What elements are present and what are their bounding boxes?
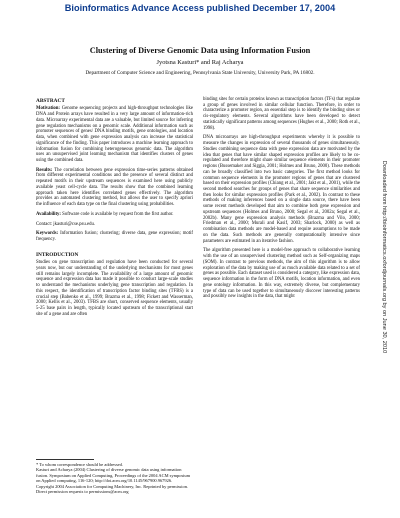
left-column — [36, 98, 193, 322]
corresponding-author-note: * To whom correspondence should be addressed. — [36, 462, 123, 467]
contact-email[interactable]: jkasturi@cse.psu.edu. — [53, 221, 96, 227]
abstract-results — [36, 168, 193, 208]
author-list: Jyotsna Kasturi* and Raj Acharya — [156, 59, 244, 66]
citation-note: Kasturi and Acharya (2004) Clustering of diverse genomic data using information fusion. Symposium on Applied Computing, Proceedings of the 2004 ACM symposium on Applied computing, 116-120; http://doi.acm.org/10.1145/967900.967926. — [36, 467, 191, 484]
right-paragraph-3: The algorithm presented here is a model-free approach to collaborative learning with the use of an unsupervised clustering method such as Self-organizing maps (SOM). In contrast to previous methods, the aim of this algorithm is to allow exploration of the data by making use of as much available data related to a set of genes as possible. Each dataset used is considered a category, like expression data, sequence information in the form of DNA motifs, location information, and even gene ontology information. In this way, extremely diverse, but complementary type of data can be used together to simultaneously discover interesting patterns and possibly new insights in the data, that might — [203, 248, 360, 300]
keywords-text: Information fusion; clustering; diverse data, gene expression; motif frequency. — [36, 231, 194, 243]
abstract-availability — [36, 212, 193, 218]
keywords-label: Keywords: — [36, 231, 59, 237]
abstract-contact — [36, 222, 193, 228]
journal-banner: Bioinformatics Advance Access published December 17, 2004 — [64, 3, 336, 13]
download-side-note: Downloaded from http://bioinformatics.oxfordjournals.org by on June 30, 2010 — [381, 160, 387, 354]
copyright-note: Copyright 2004 Association for Computing Machinery, Inc. Reprinted by permission. Direct permission requests to permissions@acm.org — [36, 483, 189, 495]
right-column — [203, 97, 360, 304]
introduction-text: Studies on gene transcription and regulation have been conducted for several years now, but our understanding of the underlying mechanisms for most genes still remains largely incomplete. The availability of a large amount of genomic sequence and expression data has made it possible to conduct large-scale studies to understand the mechanisms underlying gene transcription and regulation. In this respect, the identification of transcription factor binding sites (TFBS) is a crucial step (Babenko et al., 1999; Brazma et al., 1998; Fickett and Wasserman, 2000; Kellis et al., 2003). TFBS are short, conserved sequence elements, usually 5-25 base pairs in length, typically located upstream of the transcriptional start site of a gene and are often — [36, 260, 193, 317]
availability-label: Availability: — [36, 211, 61, 217]
contact-label: Contact: — [36, 221, 53, 227]
right-paragraph-2: DNA microarrays are high-throughput experiments whereby it is possible to measure the changes in expression of several thousands of genes simultaneously. Studies combining sequence data with gene expression data are motivated by the idea that genes that have similar shaped expression profiles are likely to be co-regulated and therefore might share similar sequence elements in their promoter regions (Bussemaker and Siggia, 2001; Holmes and Bruno, 2000). These methods can be broadly classified into two basic categories. The first method looks for common sequence elements in the promoter regions of genes that are clustered based on their expression profiles (Chiang et al., 2001; Jakt et al., 2001), while the second method searches for groups of genes that share sequence similarities and then looks for similar expression profiles (Park et al., 2002). In contrast to these methods of making inferences based on a single data source, there have been some recent methods developed that aim to combine both gene expression and upstream sequences (Holmes and Bruno, 2000; Segal et al., 2002a; Segal et al., 2002b). Many gene expression analysis methods (Brazma and Vilo, 2000; Friedman et al., 2000; Murali and Kasif, 2003; Sharlock, 2000) as well as combination data methods are model-based and require assumptions to be made on the data. Such methods are generally computationally intensive since parameters are estimated in an iterative fashion. — [203, 135, 360, 244]
affiliation: Department of Computer Science and Engineering, Pennsylvania State University, University Park, PA 16802. — [85, 70, 315, 76]
motivation-label: Motivation: — [36, 106, 61, 112]
availability-text: Software code is available by request from the first author. — [62, 211, 174, 217]
abstract-heading: ABSTRACT — [36, 98, 65, 104]
right-paragraph-1: binding sites for certain proteins known as transcription factors (TFs) that regulate a group of genes involved in similar cellular function. Therefore, in order to characterize a promoter region, an essential step is to identify the binding sites or cis-regulatory elements. Several algorithms have been developed to detect statistically significant patterns among sequences (Hughes et al., 2000; Roth et al., 1998). — [203, 97, 360, 131]
results-label: Results: — [36, 167, 53, 173]
footnote-rule — [36, 459, 94, 460]
footnotes — [36, 459, 193, 495]
abstract-keywords — [36, 231, 193, 242]
abstract-motivation — [36, 106, 193, 163]
motivation-text: Genome sequencing projects and high-throughput technologies like DNA and Protein arrays have resulted in a very large amount of information-rich data. Microarray experimental data are a valuable, but limited source for inferring gene regulation mechanisms on a genomic scale. Additional information such as promoter sequences of genes/ DNA binding motifs, gene ontologies, and location data, when combined with gene expression analysis can increase the statistical significance of the finding. This paper introduces a machine learning approach to information fusion for combining heterogeneous genomic data. The algorithm uses an unsupervised joint learning mechanism that identifies clusters of genes using the combined data. — [36, 106, 194, 164]
introduction-heading: INTRODUCTION — [36, 251, 79, 258]
paper-title: Clustering of Diverse Genomic Data using Information Fusion — [89, 46, 311, 55]
results-text: The correlation between gene expression time-series patterns obtained from different experimental conditions and the presence of several distinct and repeated motifs in their upstream sequences is examined here using publicly available yeast cell-cycle data. The results show that the combined learning approach taken here identifies correlated genes effectively. The algorithm provides an automated clustering method, but allows the user to specify apriori the influence of each data type on the final clustering using probabilities. — [36, 167, 193, 208]
